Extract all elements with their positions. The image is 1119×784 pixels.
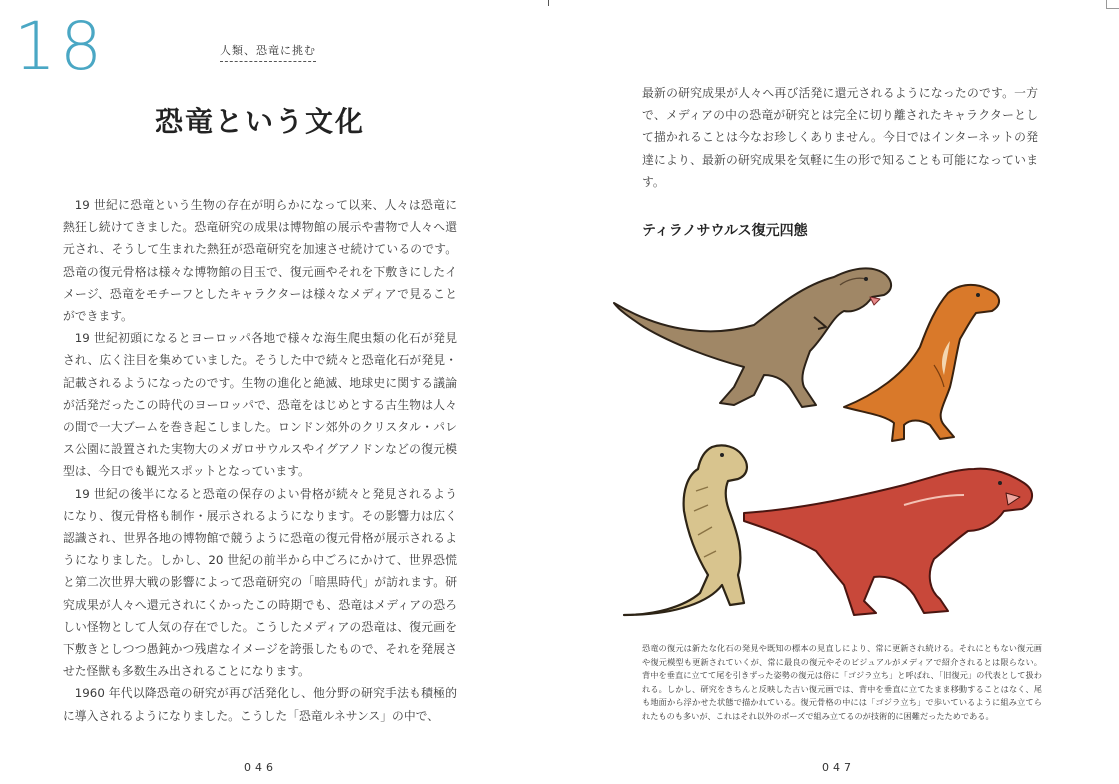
orange-trex-icon xyxy=(844,285,999,441)
page-number: 046 xyxy=(244,761,277,774)
section-heading: ティラノサウルス復元四態 xyxy=(642,223,808,239)
body-text xyxy=(63,194,457,727)
right-page xyxy=(560,0,1119,784)
paragraph: 19 世紀の後半になると恐竜の保存のよい骨格が続々と発見されるようになり、復元骨格も制作・展示されるようになります。その影響力は広く認識され、世界各地の博物館で競うように恐竜の復元骨格が展示されるようになりました。しかし、20 世紀の前半から中ごろにかけて、世界恐慌と第二次世界大戦の影響によって恐竜研究の「暗黒時代」が訪れます。研究成果が人々へ還元されにくかったこの時期でも、恐竜はメディアの恐ろしい怪物として人気の存在でした。こうしたメディアの恐竜は、復元画を下敷きとしつつ愚鈍かつ残虐なイメージを誇張したもので、それを発展させた怪獣も多数生み出されることになります。 xyxy=(63,486,457,679)
red-trex-icon xyxy=(744,469,1032,615)
chapter-label: 人類、恐竜に挑む xyxy=(220,42,316,62)
illustration-caption: 恐竜の復元は新たな化石の発見や既知の標本の見直しにより、常に更新され続ける。それにともない復元画や復元模型も更新されていくが、常に最良の復元やそのビジュアルがメディアで紹介されるとは限らない。背中を垂直に立てて尾を引きずった姿勢の復元は俗に「ゴジラ立ち」と呼ばれ、「旧復元」の代表として扱われる。しかし、研究をきちんと反映した古い復元画では、背中を垂直に立てたまま移動することはなく、尾も地面から浮かせた状態で描かれている。復元骨格の中には「ゴジラ立ち」で歩いているように組み立てられたものも多いが、これはそれ以外のポーズで組み立てるのが技術的に困難だったためである。 xyxy=(642,643,1042,721)
page-number: 047 xyxy=(822,761,855,774)
paragraph: 19 世紀初頭になるとヨーロッパ各地で様々な海生爬虫類の化石が発見され、広く注目を集めていました。そうした中で続々と恐竜化石が発見・記載されるようになったのです。生物の進化と絶滅、地球史に関する議論が活発だったこの時代のヨーロッパで、恐竜をはじめとする古生物は人々の間で一大ブームを巻き起こしました。ロンドン郊外のクリスタル・パレス公園に設置された実物大のメガロサウルスやイグアノドンなどの復元模型は、今日でも観光スポットとなっています。 xyxy=(63,331,457,479)
crop-mark xyxy=(548,0,549,6)
page-title: 恐竜という文化 xyxy=(154,105,365,138)
paragraph: 19 世紀に恐竜という生物の存在が明らかになって以来、人々は恐竜に熱狂し続けてきました。恐竜研究の成果は博物館の展示や書物で人々へ還元され、そうして生まれた熱狂が恐竜研究を加速させ続けているのです。恐竜の復元骨格は様々な博物館の目玉で、復元画やそれを下敷きにしたイメージ、恐竜をモチーフとしたキャラクターは様々なメディアで見ることができます。 xyxy=(63,198,457,324)
tan-upright-trex-icon xyxy=(624,445,747,615)
paragraph: 1960 年代以降恐竜の研究が再び活発化し、他分野の研究手法も積極的に導入されるようになりました。こうした「恐竜ルネサンス」の中で、 xyxy=(63,686,457,723)
trex-illustration xyxy=(604,255,1064,635)
chapter-number: 18 xyxy=(14,8,106,85)
left-page xyxy=(0,0,548,784)
brown-trex-icon xyxy=(614,268,891,407)
continued-text: 最新の研究成果が人々へ再び活発に還元されるようになったのです。一方で、メディアの中の恐竜が研究とは完全に切り離されたキャラクターとして描かれることは今なお珍しくありません。今日ではインターネットの発達により、最新の研究成果を気軽に生の形で知ることも可能になっています。 xyxy=(642,86,1038,189)
